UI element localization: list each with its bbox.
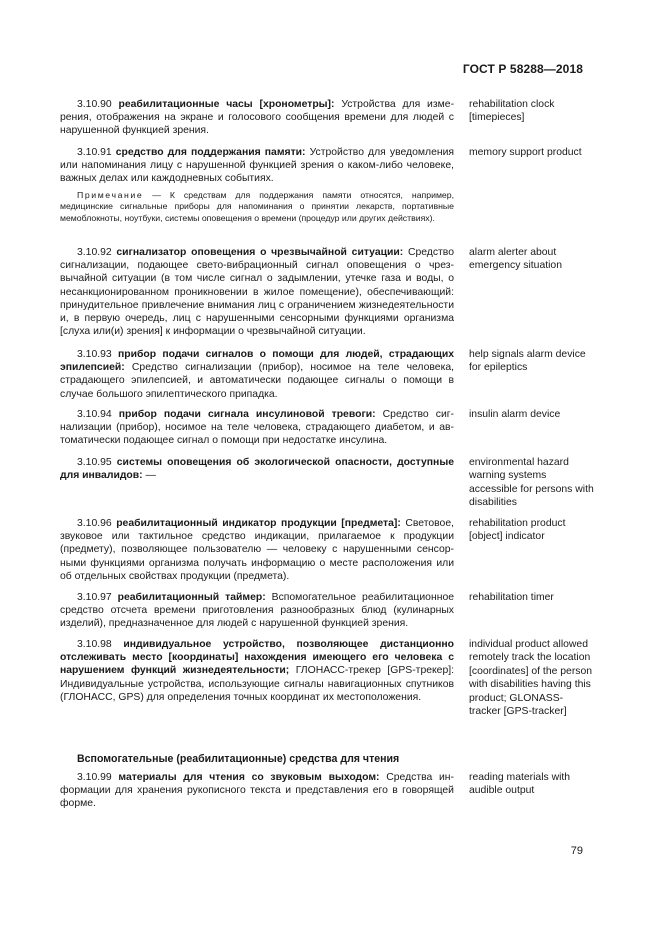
term-definition-ru: [60, 408, 454, 448]
term-definition-ru: [60, 98, 454, 138]
term-definition-ru: [60, 517, 454, 583]
term-english: rehabilitation clock [timepieces]: [469, 99, 555, 124]
term-name: реабилитационный индикатор продукции [предмета]:: [116, 518, 401, 529]
term-number: 3.10.93: [77, 349, 112, 360]
term-name: реабилитационный таймер:: [117, 592, 266, 603]
term-definition-ru: [60, 456, 454, 482]
term-english: reading materials with audible output: [469, 772, 571, 797]
term-name: материалы для чтения со звуковым выходом:: [118, 772, 380, 783]
term-name: индивидуальное устройство, позволяющее дистанционно отслеживать место [координаты] нахождения имеющего его человека с нарушением функций жизнедеятельности;: [60, 639, 455, 677]
term-number: 3.10.97: [77, 592, 112, 603]
term-name: сигнализатор оповещения о чрезвычайной ситуации:: [116, 247, 404, 258]
term-number: 3.10.90: [77, 99, 112, 110]
standard-header: ГОСТ Р 58288—2018: [462, 62, 583, 76]
term-definition: Средства информации для хранения рукописного текста и представления его в говорящей форме.: [60, 772, 454, 810]
term-definition: Вспомогательное реабилитационное средство отсчета времени приготовления разнообразных блюд (кулинарных изделий), предназначенное для людей с нарушенной функцией зрения.: [60, 592, 454, 630]
term-definition: Устройство для уведомления или напоминания лицу с нарушенной функцией зрения о каком-либо человеке, важных делах или каждодневных событиях.: [60, 147, 455, 185]
term-english: help signals alarm device for epileptics: [469, 349, 586, 374]
term-english: rehabilitation timer: [469, 592, 554, 603]
term-english: rehabilitation product [object] indicator: [469, 518, 566, 543]
term-number: 3.10.98: [77, 639, 112, 650]
note-text: — К средствам для поддержания памяти относятся, например, медицинские сигнальные приборы для напоминания о принятии лекарств, портативные мемоблокноты, ноутбуки, системы оповещения о времени (процедур или других действиях).: [60, 190, 454, 223]
term-definition: Устройства для измерения, отображения на экране и голосового сообщения времени для людей с нарушенной функцией зрения.: [60, 99, 455, 137]
term-english: environmental hazard warning systems accessible for persons with disabilities: [469, 457, 594, 509]
term-number: 3.10.92: [77, 247, 112, 258]
term-number: 3.10.94: [77, 409, 112, 420]
term-name: прибор подачи сигнала инсулиновой тревоги:: [118, 409, 376, 420]
term-definition: Средство сигнализации, подающее свето-вибрационный сигнал оповещения о чрезвычайной ситуации (в том числе сигнал о задымлении, утечке газа и воды, о несанкционированном проникновении в жилое помещение), обеспечивающий: принудительное привлечение внимания лиц с ограничением жизнедеятельности и, в первую очередь, лиц с нарушенными сенсорными функциями организма [слуха или(и) зрения] к информации о чрезвычайной ситуации.: [60, 247, 454, 338]
term-number: 3.10.96: [77, 518, 112, 529]
term-definition-ru: [60, 246, 454, 338]
term-name: прибор подачи сигналов о помощи для людей, страдающих эпилепсией:: [60, 349, 455, 374]
term-english: individual product allowed remotely track the location [coordinates] of the person with disabilities having this product; GLONASS-tracker [GPS-tracker]: [469, 639, 593, 718]
page-number: 79: [570, 845, 583, 857]
term-name: реабилитационные часы [хронометры]:: [118, 99, 335, 110]
term-number: 3.10.95: [77, 457, 112, 468]
term-definition: ГЛОНАСС-трекер [GPS-трекер]: Индивидуальные устройства, использующие сигналы навигационных спутников (ГЛОНАСС, GPS) для определения точных координат их местоположения.: [60, 665, 454, 703]
note-text-block: [60, 190, 454, 224]
term-definition-ru: [60, 146, 454, 186]
term-english: insulin alarm device: [469, 409, 561, 420]
section-title: Вспомогательные (реабилитационные) средства для чтения: [77, 753, 400, 765]
term-definition-ru: [60, 638, 454, 704]
term-name: средство для поддержания памяти:: [115, 147, 306, 158]
note-label: Примечание: [77, 190, 144, 200]
term-definition: Световое, звуковое или тактильное средство индикации, прилагаемое к продукции (предмету), позволяющее пользователю — человеку с нарушенными сенсорными функциями организма получать информацию о месте расположения или об отдельных свойствах продукции (предмета).: [60, 518, 454, 582]
term-definition-ru: [60, 591, 454, 631]
term-definition: Средство сигнализации (прибор), носимое на теле человека, страдающего эпилепсией, и автоматически подающее сигналы о помощи в случае большого эпилептического припадка.: [60, 362, 455, 400]
term-number: 3.10.99: [77, 772, 112, 783]
term-number: 3.10.91: [77, 147, 112, 158]
term-english: memory support product: [469, 147, 582, 158]
term-definition: Средство сигнализации (прибор), носимое на теле человека, страдающего диабетом, и автоматически подающее сигнал о помощи при недостатке инсулина.: [60, 409, 455, 447]
term-definition: —: [145, 470, 156, 482]
term-definition-ru: [60, 348, 454, 401]
term-english: alarm alerter about emergency situation: [469, 247, 562, 272]
term-definition-ru: [60, 771, 454, 811]
term-name: системы оповещения об экологической опасности, доступные для инвалидов:: [60, 457, 454, 482]
